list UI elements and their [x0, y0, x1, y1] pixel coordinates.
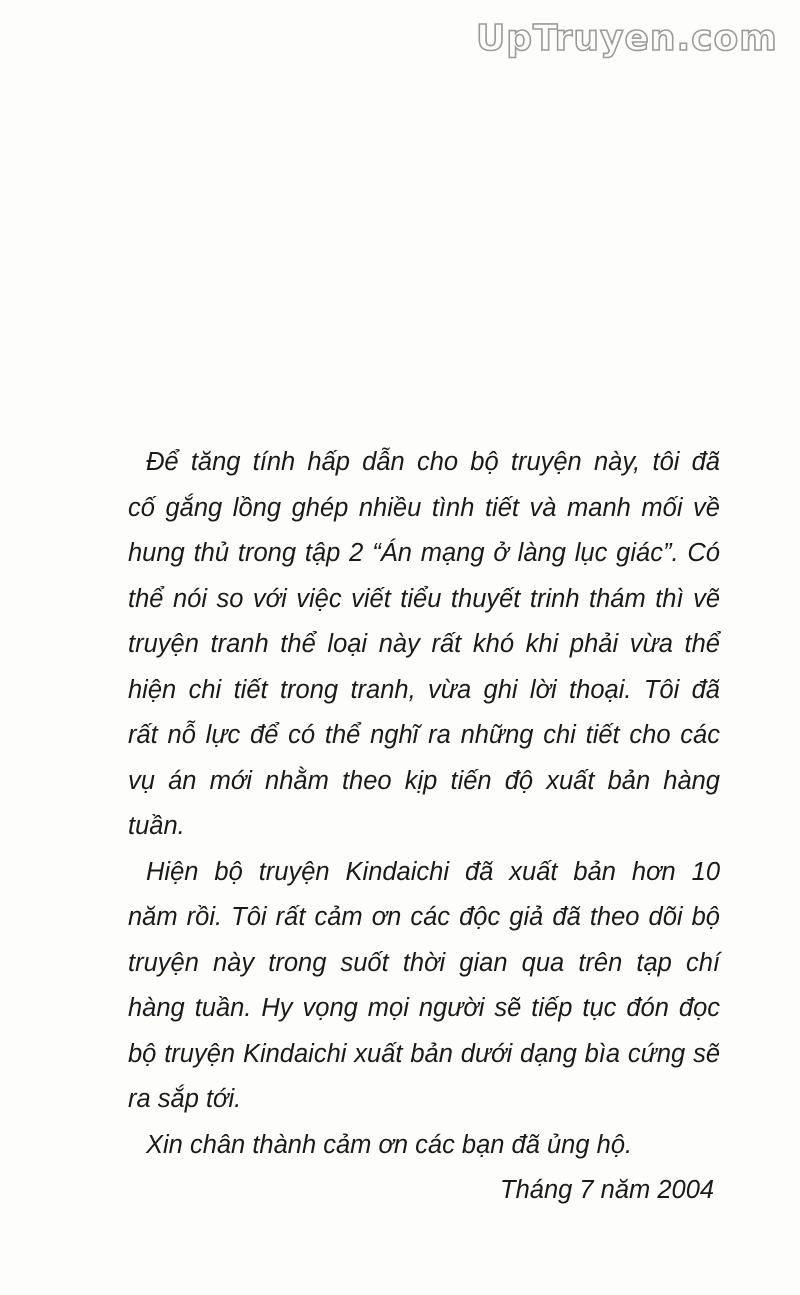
text-line: hung thủ trong tập 2 “Án mạng ở làng lục giác”. Có [128, 539, 720, 567]
text-line: truyện này trong suốt thời gian qua trên tạp chí [128, 949, 720, 977]
text-line: cố gắng lồng ghép nhiều tình tiết và manh mối về [128, 494, 720, 522]
signature-date: Tháng 7 năm 2004 [500, 1176, 715, 1204]
text-line: vụ án mới nhằm theo kịp tiến độ xuất bản hàng [128, 767, 720, 795]
text-line: Hiện bộ truyện Kindaichi đã xuất bản hơn 10 [146, 858, 720, 886]
text-line: năm rồi. Tôi rất cảm ơn các độc giả đã theo dõi bộ [128, 903, 720, 931]
watermark-logo: UpTruyen.com [476, 18, 778, 59]
text-line: hiện chi tiết trong tranh, vừa ghi lời thoại. Tôi đã [128, 676, 720, 704]
text-line: Để tăng tính hấp dẫn cho bộ truyện này, tôi đã [146, 448, 720, 476]
text-line: hàng tuần. Hy vọng mọi người sẽ tiếp tục đón đọc [128, 994, 720, 1022]
text-line: Xin chân thành cảm ơn các bạn đã ủng hộ. [146, 1131, 633, 1159]
text-line: ra sắp tới. [128, 1085, 242, 1113]
text-line: bộ truyện Kindaichi xuất bản dưới dạng bìa cứng sẽ [128, 1040, 720, 1068]
text-line: truyện tranh thể loại này rất khó khi phải vừa thể [128, 630, 720, 658]
text-line: tuần. [128, 812, 185, 840]
text-line: thể nói so với việc viết tiểu thuyết trinh thám thì vẽ [128, 585, 720, 613]
text-line: rất nỗ lực để có thể nghĩ ra những chi tiết cho các [128, 721, 720, 749]
